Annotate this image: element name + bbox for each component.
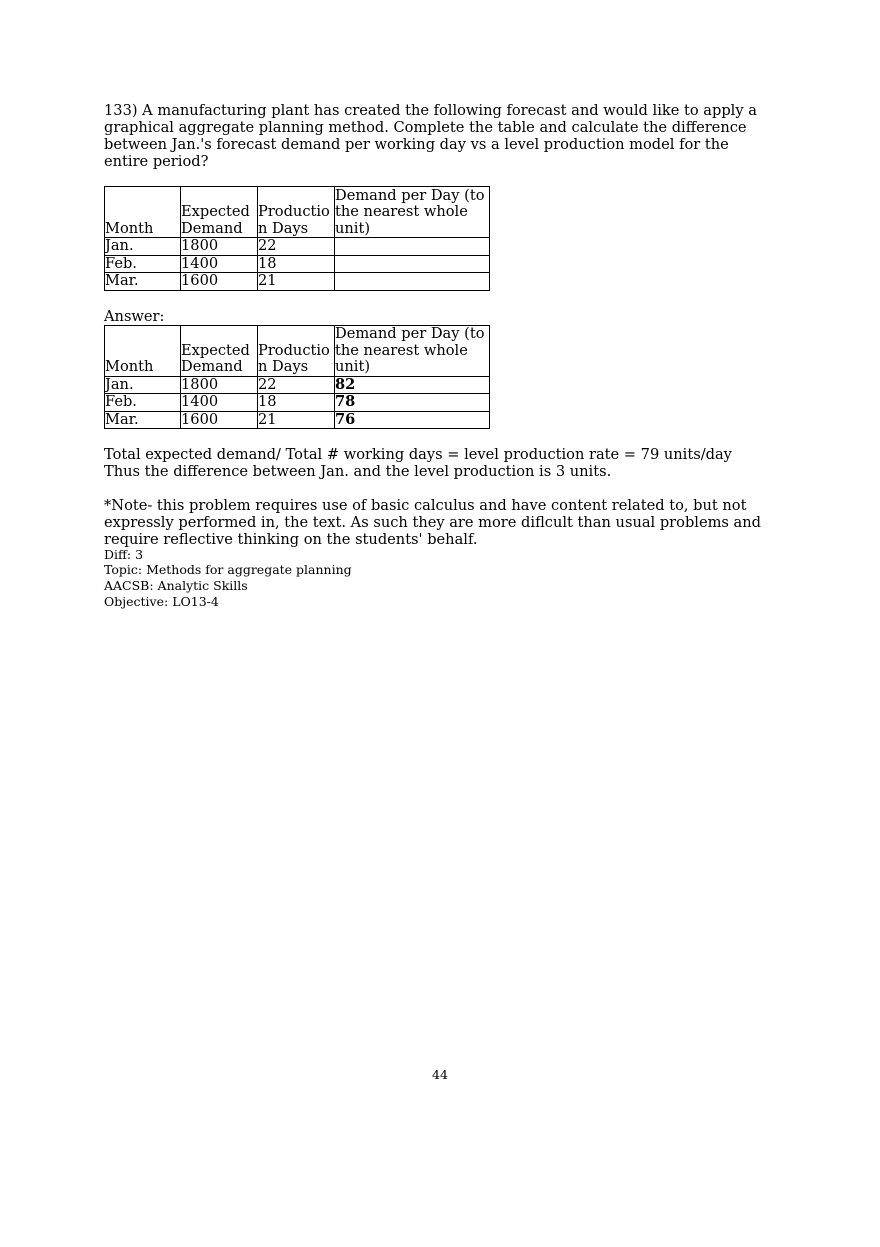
cell-per-day [335, 273, 490, 291]
cell-demand: 1800 [181, 238, 258, 256]
table-row [105, 394, 490, 412]
header-demand-per-day: Demand per Day (to the nearest whole unit) [335, 325, 490, 376]
question-table [104, 186, 490, 291]
cell-month: Jan. [105, 376, 181, 394]
cell-month: Feb. [105, 255, 181, 273]
aacsb: AACSB: Analytic Skills [104, 578, 248, 593]
header-month: Month [105, 325, 181, 376]
note-text: *Note- this problem requires use of basic calculus and have content related to, but not expressly performed in, the text. As such they are more diflcult than usual problems and require reflective thinking on the students' behalf. [104, 497, 762, 548]
table-row [105, 238, 490, 256]
table-row [105, 273, 490, 291]
total-line: Total expected demand/ Total # working days = level production rate = 79 units/day [104, 446, 732, 463]
topic: Topic: Methods for aggregate planning [104, 562, 352, 577]
header-demand-per-day: Demand per Day (to the nearest whole unit) [335, 187, 490, 238]
document-page [104, 102, 784, 610]
header-production-days: Productio n Days [258, 187, 335, 238]
cell-month: Mar. [105, 273, 181, 291]
header-expected-demand: Expected Demand [181, 187, 258, 238]
cell-month: Mar. [105, 411, 181, 429]
answer-table [104, 325, 490, 430]
cell-days: 22 [258, 376, 335, 394]
cell-demand: 1600 [181, 411, 258, 429]
cell-per-day: 76 [335, 411, 490, 429]
cell-days: 18 [258, 255, 335, 273]
cell-month: Jan. [105, 238, 181, 256]
difference-line: Thus the difference between Jan. and the level production is 3 units. [104, 463, 612, 480]
question-text: 133) A manufacturing plant has created the following forecast and would like to apply a graphical aggregate planning method. Complete the table and calculate the difference between Jan.'s forecast demand per working day vs a level production model for the entire period? [104, 102, 757, 170]
cell-per-day: 82 [335, 376, 490, 394]
cell-days: 22 [258, 238, 335, 256]
difficulty: Diff: 3 [104, 547, 144, 562]
table-header-row [105, 187, 490, 238]
page-number: 44 [432, 1067, 448, 1082]
cell-demand: 1600 [181, 273, 258, 291]
table-row [105, 376, 490, 394]
cell-demand: 1800 [181, 376, 258, 394]
cell-days: 21 [258, 273, 335, 291]
cell-days: 18 [258, 394, 335, 412]
cell-demand: 1400 [181, 394, 258, 412]
table-row [105, 411, 490, 429]
cell-days: 21 [258, 411, 335, 429]
cell-per-day: 78 [335, 394, 490, 412]
cell-demand: 1400 [181, 255, 258, 273]
header-expected-demand: Expected Demand [181, 325, 258, 376]
answer-label: Answer: [104, 307, 165, 325]
table-header-row [105, 325, 490, 376]
header-month: Month [105, 187, 181, 238]
cell-month: Feb. [105, 394, 181, 412]
header-production-days: Productio n Days [258, 325, 335, 376]
cell-per-day [335, 238, 490, 256]
cell-per-day [335, 255, 490, 273]
table-row [105, 255, 490, 273]
objective: Objective: LO13-4 [104, 594, 219, 609]
